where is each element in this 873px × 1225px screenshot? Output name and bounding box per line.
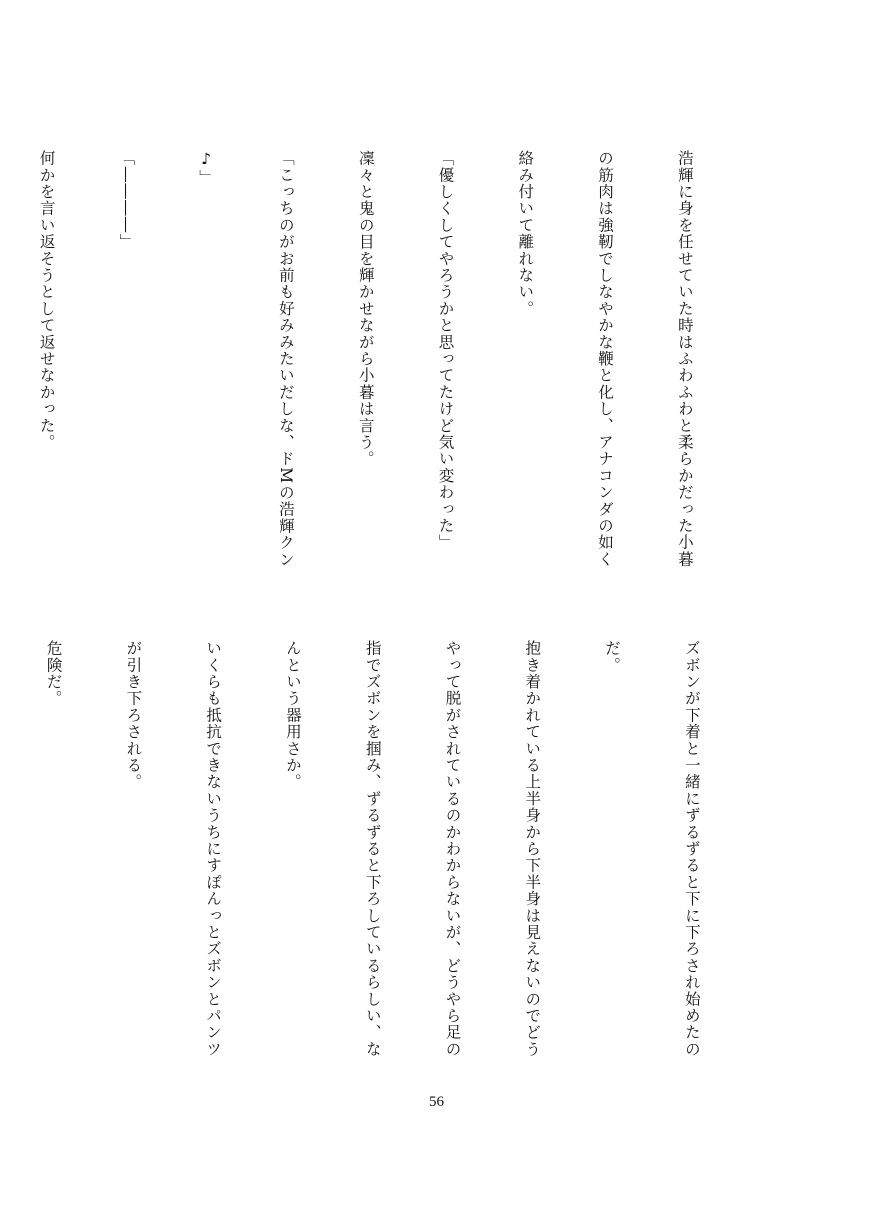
- text-line: 「優しくしてやろうかと思ってたけど気い変わった」: [436, 150, 455, 551]
- text-line: の筋肉は強靭でしなやかな鞭と化し、アナコンダの如く: [596, 150, 615, 568]
- text-line: 指でズボンを掴み、ずるずると下ろしているらしい、な: [363, 640, 382, 1058]
- page-number: 56: [429, 1094, 444, 1110]
- text-block-top: [37, 150, 751, 615]
- text-line: いくらも抵抗できないうちにすぽんっとズボンとパンツ: [204, 640, 223, 1058]
- text-line: が引き下ろされる。: [124, 640, 143, 791]
- text-line: 「こっちのがお前も好みみたいだしな、ドMの浩輝クン: [276, 150, 295, 568]
- text-line: 絡み付いて離れない。: [516, 150, 535, 317]
- text-line: 凜々と鬼の目を輝かせながら小暮は言う。: [356, 150, 375, 468]
- text-block-bottom: [44, 640, 758, 1058]
- text-line: 何かを言い返そうとして返せなかった。: [37, 150, 56, 451]
- text-line: だ。: [603, 640, 622, 674]
- text-line: 浩輝に身を任せていた時はふわふわと柔らかだった小暮: [675, 150, 694, 568]
- text-line: ズボンが下着と一緒にずるずると下に下ろされ始めたの: [682, 640, 701, 1058]
- text-line: ♪」: [197, 150, 216, 186]
- text-line: んという器用さか。: [283, 640, 302, 791]
- text-line: 危険だ。: [44, 640, 63, 707]
- text-line: 「――――」: [117, 150, 136, 251]
- text-line: やって脱がされているのかわからないが、どうやら足の: [443, 640, 462, 1058]
- text-line: 抱き着かれている上半身から下半身は見えないのでどう: [523, 640, 542, 1058]
